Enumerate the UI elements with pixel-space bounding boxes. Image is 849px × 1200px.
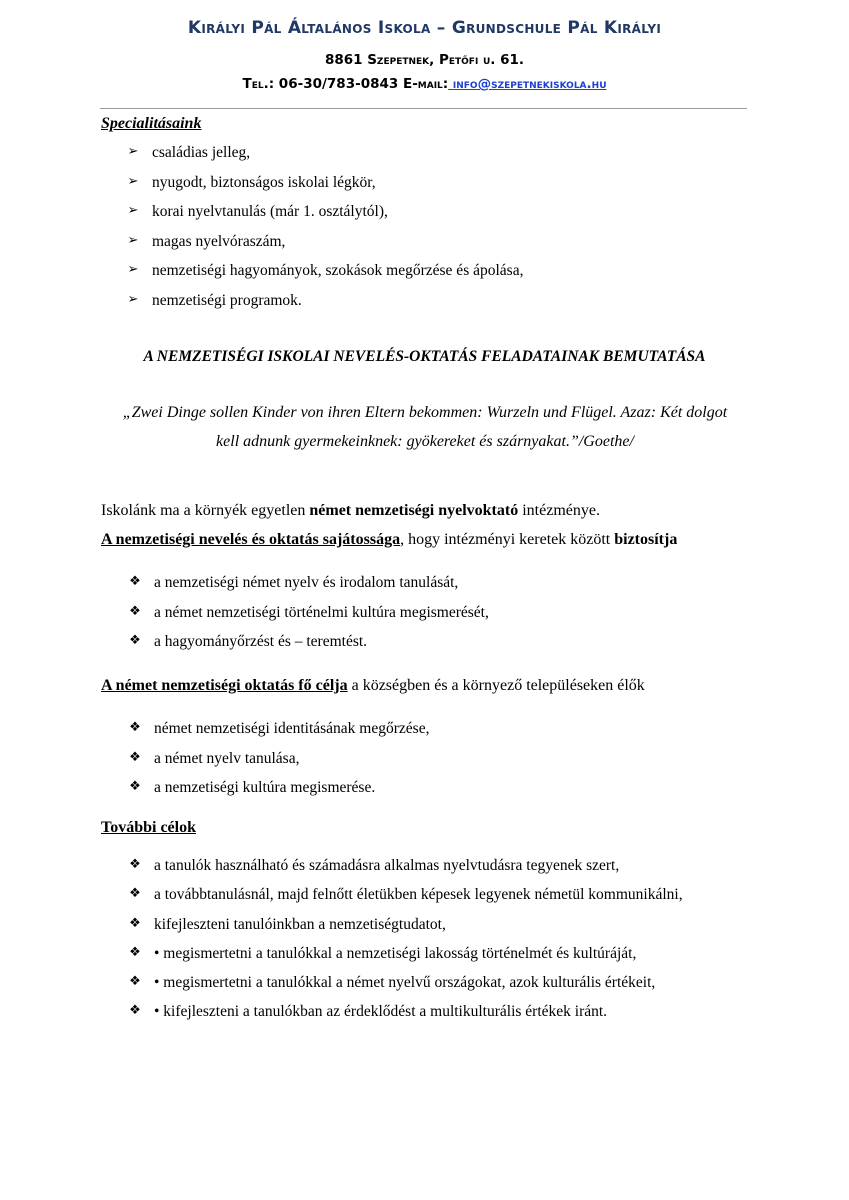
intro-text-end: intézménye. [518,502,600,519]
specialty-paragraph [101,531,677,549]
specialty-underlined: A nemzetiségi nevelés és oktatás sajátossága [101,531,401,548]
contact-phone-label: Tel.: 06-30/783-0843 E-mail: [242,76,449,92]
diamond-bullet-icon: ❖ [129,779,141,794]
specialty-emphasis: biztosítja [614,531,678,548]
goal-underlined: A német nemzetiségi oktatás fő célja [101,677,348,694]
header-divider [100,108,747,109]
diamond-bullet-icon: ❖ [129,944,141,960]
goal-text: a községben és a környező településeken élők [347,677,645,694]
diamond-bullet-icon: ❖ [129,574,141,589]
school-address: 8861 Szepetnek, Petőfi u. 61. [324,52,525,68]
diamond-bullet-icon: ❖ [129,886,141,902]
email-link[interactable]: info@szepetnekiskola.hu [448,76,607,92]
goal-paragraph [101,677,645,695]
diamond-bullet-icon: ❖ [129,603,141,619]
arrow-bullet-icon: ➢ [127,262,139,277]
further-goals-heading: További célok [101,819,196,836]
section-title: A NEMZETISÉGI ISKOLAI NEVELÉS-OKTATÁS FELADATAINAK BEMUTATÁSA [143,348,706,365]
specialty-text: , hogy intézményi keretek között [400,531,615,548]
arrow-bullet-icon: ➢ [127,232,139,248]
quote-line: „Zwei Dinge sollen Kinder von ihren Eltern bekommen: Wurzeln und Flügel. Azaz: Két dolgot [122,404,728,421]
intro-text: Iskolánk ma a környék egyetlen [101,502,310,519]
arrow-bullet-icon: ➢ [127,291,139,307]
school-contact [0,76,849,92]
intro-paragraph [101,502,600,520]
school-name-header: Királyi Pál Általános Iskola – Grundschule Pál Királyi [187,18,662,38]
intro-emphasis: német nemzetiségi nyelvoktató [309,502,519,519]
arrow-bullet-icon: ➢ [127,203,139,218]
goethe-quote [60,398,790,456]
diamond-bullet-icon: ❖ [129,749,141,765]
arrow-bullet-icon: ➢ [127,173,139,189]
diamond-bullet-icon: ❖ [129,1003,141,1019]
diamond-bullet-icon: ❖ [129,720,141,735]
diamond-bullet-icon: ❖ [129,915,141,931]
diamond-bullet-icon: ❖ [129,857,141,872]
quote-line: kell adnunk gyermekeinknek: gyökereket és szárnyakat.”/Goethe/ [216,433,634,450]
arrow-bullet-icon: ➢ [127,144,139,159]
diamond-bullet-icon: ❖ [129,633,141,648]
specialties-heading: Specialitásaink [101,115,202,132]
diamond-bullet-icon: ❖ [129,974,141,990]
